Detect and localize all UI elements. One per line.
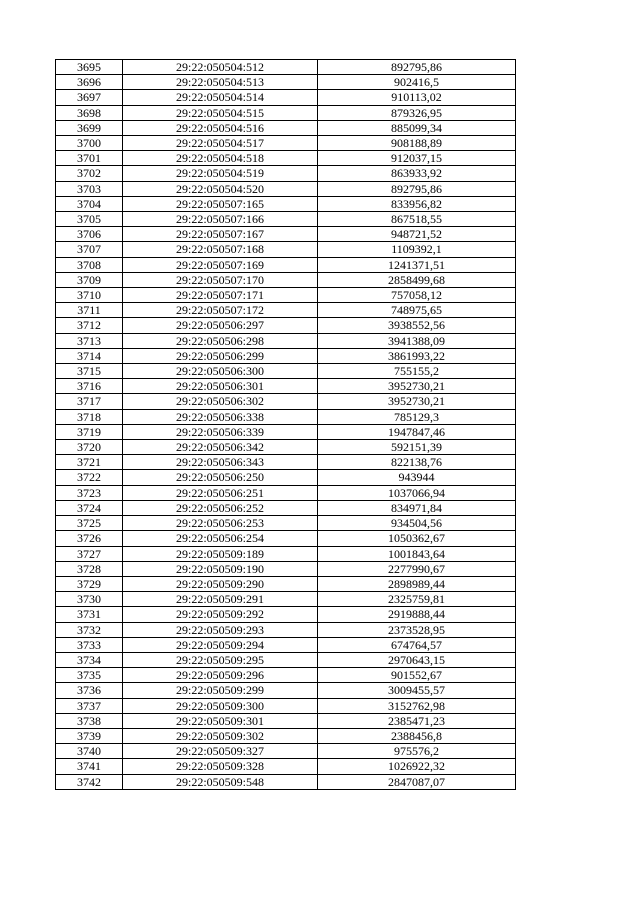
row-number-cell: 3698 bbox=[56, 105, 123, 120]
table-row bbox=[56, 288, 516, 303]
cadastral-value-cell: 785129,3 bbox=[318, 409, 516, 424]
row-number-cell: 3730 bbox=[56, 592, 123, 607]
cadastral-number-cell: 29:22:050507:165 bbox=[123, 196, 318, 211]
cadastral-number-cell: 29:22:050504:513 bbox=[123, 75, 318, 90]
cadastral-value-cell: 975576,2 bbox=[318, 744, 516, 759]
table-row bbox=[56, 242, 516, 257]
row-number-cell: 3721 bbox=[56, 455, 123, 470]
row-number-cell: 3737 bbox=[56, 698, 123, 713]
table-row bbox=[56, 105, 516, 120]
table-row bbox=[56, 303, 516, 318]
row-number-cell: 3703 bbox=[56, 181, 123, 196]
row-number-cell: 3696 bbox=[56, 75, 123, 90]
cadastral-number-cell: 29:22:050507:171 bbox=[123, 288, 318, 303]
table-row bbox=[56, 166, 516, 181]
table-row bbox=[56, 774, 516, 789]
cadastral-value-cell: 1241371,51 bbox=[318, 257, 516, 272]
row-number-cell: 3699 bbox=[56, 120, 123, 135]
table-row bbox=[56, 607, 516, 622]
cadastral-value-cell: 867518,55 bbox=[318, 212, 516, 227]
table-row bbox=[56, 713, 516, 728]
table-row bbox=[56, 348, 516, 363]
cadastral-number-cell: 29:22:050509:292 bbox=[123, 607, 318, 622]
cadastral-number-cell: 29:22:050506:301 bbox=[123, 379, 318, 394]
row-number-cell: 3731 bbox=[56, 607, 123, 622]
cadastral-value-cell: 674764,57 bbox=[318, 637, 516, 652]
cadastral-number-cell: 29:22:050506:254 bbox=[123, 531, 318, 546]
row-number-cell: 3707 bbox=[56, 242, 123, 257]
cadastral-number-cell: 29:22:050506:299 bbox=[123, 348, 318, 363]
row-number-cell: 3713 bbox=[56, 333, 123, 348]
cadastral-value-cell: 2388456,8 bbox=[318, 728, 516, 743]
cadastral-number-cell: 29:22:050507:170 bbox=[123, 272, 318, 287]
cadastral-value-cell: 912037,15 bbox=[318, 151, 516, 166]
cadastral-number-cell: 29:22:050506:298 bbox=[123, 333, 318, 348]
row-number-cell: 3723 bbox=[56, 485, 123, 500]
cadastral-value-cell: 3861993,22 bbox=[318, 348, 516, 363]
row-number-cell: 3715 bbox=[56, 364, 123, 379]
row-number-cell: 3714 bbox=[56, 348, 123, 363]
row-number-cell: 3742 bbox=[56, 774, 123, 789]
cadastral-number-cell: 29:22:050504:517 bbox=[123, 136, 318, 151]
cadastral-value-cell: 902416,5 bbox=[318, 75, 516, 90]
table-row bbox=[56, 455, 516, 470]
cadastral-value-cell: 1001843,64 bbox=[318, 546, 516, 561]
row-number-cell: 3738 bbox=[56, 713, 123, 728]
cadastral-number-cell: 29:22:050506:297 bbox=[123, 318, 318, 333]
cadastral-number-cell: 29:22:050504:512 bbox=[123, 60, 318, 75]
cadastral-value-cell: 2898989,44 bbox=[318, 576, 516, 591]
cadastral-number-cell: 29:22:050506:300 bbox=[123, 364, 318, 379]
cadastral-number-cell: 29:22:050504:520 bbox=[123, 181, 318, 196]
table-row bbox=[56, 440, 516, 455]
cadastral-value-cell: 1050362,67 bbox=[318, 531, 516, 546]
cadastral-number-cell: 29:22:050509:296 bbox=[123, 668, 318, 683]
row-number-cell: 3724 bbox=[56, 500, 123, 515]
cadastral-value-cell: 834971,84 bbox=[318, 500, 516, 515]
cadastral-value-cell: 2385471,23 bbox=[318, 713, 516, 728]
cadastral-number-cell: 29:22:050506:250 bbox=[123, 470, 318, 485]
table-row bbox=[56, 90, 516, 105]
cadastral-number-cell: 29:22:050507:168 bbox=[123, 242, 318, 257]
row-number-cell: 3741 bbox=[56, 759, 123, 774]
row-number-cell: 3726 bbox=[56, 531, 123, 546]
row-number-cell: 3734 bbox=[56, 652, 123, 667]
table-row bbox=[56, 546, 516, 561]
table-body bbox=[56, 60, 516, 790]
table-row bbox=[56, 759, 516, 774]
row-number-cell: 3727 bbox=[56, 546, 123, 561]
cadastral-number-cell: 29:22:050506:302 bbox=[123, 394, 318, 409]
cadastral-number-cell: 29:22:050506:252 bbox=[123, 500, 318, 515]
cadastral-value-cell: 2325759,81 bbox=[318, 592, 516, 607]
table-row bbox=[56, 683, 516, 698]
row-number-cell: 3702 bbox=[56, 166, 123, 181]
table-row bbox=[56, 272, 516, 287]
table-row bbox=[56, 227, 516, 242]
cadastral-number-cell: 29:22:050506:342 bbox=[123, 440, 318, 455]
cadastral-value-table bbox=[55, 59, 516, 790]
cadastral-value-cell: 943944 bbox=[318, 470, 516, 485]
cadastral-value-cell: 948721,52 bbox=[318, 227, 516, 242]
cadastral-number-cell: 29:22:050506:251 bbox=[123, 485, 318, 500]
cadastral-number-cell: 29:22:050504:518 bbox=[123, 151, 318, 166]
cadastral-value-cell: 1109392,1 bbox=[318, 242, 516, 257]
row-number-cell: 3740 bbox=[56, 744, 123, 759]
cadastral-number-cell: 29:22:050504:516 bbox=[123, 120, 318, 135]
row-number-cell: 3720 bbox=[56, 440, 123, 455]
table-row bbox=[56, 744, 516, 759]
cadastral-value-cell: 879326,95 bbox=[318, 105, 516, 120]
table-row bbox=[56, 698, 516, 713]
table-row bbox=[56, 151, 516, 166]
table-row bbox=[56, 364, 516, 379]
cadastral-number-cell: 29:22:050507:166 bbox=[123, 212, 318, 227]
table-row bbox=[56, 637, 516, 652]
table-row bbox=[56, 333, 516, 348]
row-number-cell: 3704 bbox=[56, 196, 123, 211]
cadastral-value-cell: 910113,02 bbox=[318, 90, 516, 105]
row-number-cell: 3735 bbox=[56, 668, 123, 683]
cadastral-number-cell: 29:22:050509:328 bbox=[123, 759, 318, 774]
cadastral-value-cell: 908188,89 bbox=[318, 136, 516, 151]
row-number-cell: 3700 bbox=[56, 136, 123, 151]
row-number-cell: 3708 bbox=[56, 257, 123, 272]
table-row bbox=[56, 181, 516, 196]
cadastral-number-cell: 29:22:050509:294 bbox=[123, 637, 318, 652]
table-row bbox=[56, 424, 516, 439]
cadastral-value-cell: 748975,65 bbox=[318, 303, 516, 318]
cadastral-number-cell: 29:22:050509:291 bbox=[123, 592, 318, 607]
table-row bbox=[56, 561, 516, 576]
row-number-cell: 3739 bbox=[56, 728, 123, 743]
cadastral-number-cell: 29:22:050509:293 bbox=[123, 622, 318, 637]
row-number-cell: 3733 bbox=[56, 637, 123, 652]
cadastral-value-cell: 3152762,98 bbox=[318, 698, 516, 713]
row-number-cell: 3716 bbox=[56, 379, 123, 394]
table-row bbox=[56, 485, 516, 500]
table-row bbox=[56, 379, 516, 394]
cadastral-value-cell: 3952730,21 bbox=[318, 379, 516, 394]
row-number-cell: 3728 bbox=[56, 561, 123, 576]
row-number-cell: 3701 bbox=[56, 151, 123, 166]
cadastral-value-cell: 822138,76 bbox=[318, 455, 516, 470]
cadastral-value-cell: 885099,34 bbox=[318, 120, 516, 135]
table-row bbox=[56, 60, 516, 75]
row-number-cell: 3736 bbox=[56, 683, 123, 698]
cadastral-value-cell: 892795,86 bbox=[318, 60, 516, 75]
row-number-cell: 3719 bbox=[56, 424, 123, 439]
table-row bbox=[56, 531, 516, 546]
cadastral-number-cell: 29:22:050509:299 bbox=[123, 683, 318, 698]
cadastral-number-cell: 29:22:050504:519 bbox=[123, 166, 318, 181]
row-number-cell: 3732 bbox=[56, 622, 123, 637]
table-row bbox=[56, 212, 516, 227]
cadastral-value-cell: 2970643,15 bbox=[318, 652, 516, 667]
table-row bbox=[56, 516, 516, 531]
cadastral-number-cell: 29:22:050509:327 bbox=[123, 744, 318, 759]
row-number-cell: 3710 bbox=[56, 288, 123, 303]
row-number-cell: 3711 bbox=[56, 303, 123, 318]
cadastral-number-cell: 29:22:050509:295 bbox=[123, 652, 318, 667]
table-row bbox=[56, 652, 516, 667]
cadastral-number-cell: 29:22:050504:514 bbox=[123, 90, 318, 105]
table-row bbox=[56, 394, 516, 409]
cadastral-number-cell: 29:22:050509:290 bbox=[123, 576, 318, 591]
row-number-cell: 3697 bbox=[56, 90, 123, 105]
cadastral-number-cell: 29:22:050506:253 bbox=[123, 516, 318, 531]
row-number-cell: 3706 bbox=[56, 227, 123, 242]
table-row bbox=[56, 196, 516, 211]
cadastral-value-cell: 2373528,95 bbox=[318, 622, 516, 637]
row-number-cell: 3705 bbox=[56, 212, 123, 227]
row-number-cell: 3718 bbox=[56, 409, 123, 424]
cadastral-value-cell: 2277990,67 bbox=[318, 561, 516, 576]
table-row bbox=[56, 728, 516, 743]
cadastral-number-cell: 29:22:050509:548 bbox=[123, 774, 318, 789]
table-row bbox=[56, 576, 516, 591]
cadastral-value-cell: 1037066,94 bbox=[318, 485, 516, 500]
table-row bbox=[56, 622, 516, 637]
cadastral-value-cell: 757058,12 bbox=[318, 288, 516, 303]
table-row bbox=[56, 136, 516, 151]
cadastral-value-cell: 901552,67 bbox=[318, 668, 516, 683]
row-number-cell: 3712 bbox=[56, 318, 123, 333]
table-row bbox=[56, 470, 516, 485]
cadastral-value-cell: 592151,39 bbox=[318, 440, 516, 455]
cadastral-number-cell: 29:22:050506:338 bbox=[123, 409, 318, 424]
cadastral-value-cell: 2847087,07 bbox=[318, 774, 516, 789]
cadastral-number-cell: 29:22:050507:169 bbox=[123, 257, 318, 272]
cadastral-number-cell: 29:22:050509:189 bbox=[123, 546, 318, 561]
cadastral-value-cell: 833956,82 bbox=[318, 196, 516, 211]
cadastral-value-cell: 3952730,21 bbox=[318, 394, 516, 409]
cadastral-value-cell: 1026922,32 bbox=[318, 759, 516, 774]
cadastral-value-cell: 755155,2 bbox=[318, 364, 516, 379]
table-row bbox=[56, 120, 516, 135]
cadastral-value-cell: 863933,92 bbox=[318, 166, 516, 181]
table-row bbox=[56, 592, 516, 607]
row-number-cell: 3695 bbox=[56, 60, 123, 75]
cadastral-number-cell: 29:22:050509:301 bbox=[123, 713, 318, 728]
row-number-cell: 3717 bbox=[56, 394, 123, 409]
cadastral-number-cell: 29:22:050507:167 bbox=[123, 227, 318, 242]
cadastral-number-cell: 29:22:050506:343 bbox=[123, 455, 318, 470]
cadastral-value-cell: 3009455,57 bbox=[318, 683, 516, 698]
cadastral-number-cell: 29:22:050509:190 bbox=[123, 561, 318, 576]
cadastral-value-cell: 2858499,68 bbox=[318, 272, 516, 287]
row-number-cell: 3729 bbox=[56, 576, 123, 591]
cadastral-number-cell: 29:22:050506:339 bbox=[123, 424, 318, 439]
row-number-cell: 3709 bbox=[56, 272, 123, 287]
cadastral-value-cell: 892795,86 bbox=[318, 181, 516, 196]
table-row bbox=[56, 318, 516, 333]
table-row bbox=[56, 500, 516, 515]
cadastral-number-cell: 29:22:050509:300 bbox=[123, 698, 318, 713]
cadastral-number-cell: 29:22:050507:172 bbox=[123, 303, 318, 318]
cadastral-number-cell: 29:22:050509:302 bbox=[123, 728, 318, 743]
document-page bbox=[55, 59, 516, 790]
row-number-cell: 3722 bbox=[56, 470, 123, 485]
cadastral-number-cell: 29:22:050504:515 bbox=[123, 105, 318, 120]
cadastral-value-cell: 2919888,44 bbox=[318, 607, 516, 622]
table-row bbox=[56, 257, 516, 272]
cadastral-value-cell: 1947847,46 bbox=[318, 424, 516, 439]
table-row bbox=[56, 75, 516, 90]
cadastral-value-cell: 934504,56 bbox=[318, 516, 516, 531]
cadastral-value-cell: 3938552,56 bbox=[318, 318, 516, 333]
cadastral-value-cell: 3941388,09 bbox=[318, 333, 516, 348]
table-row bbox=[56, 409, 516, 424]
row-number-cell: 3725 bbox=[56, 516, 123, 531]
table-row bbox=[56, 668, 516, 683]
